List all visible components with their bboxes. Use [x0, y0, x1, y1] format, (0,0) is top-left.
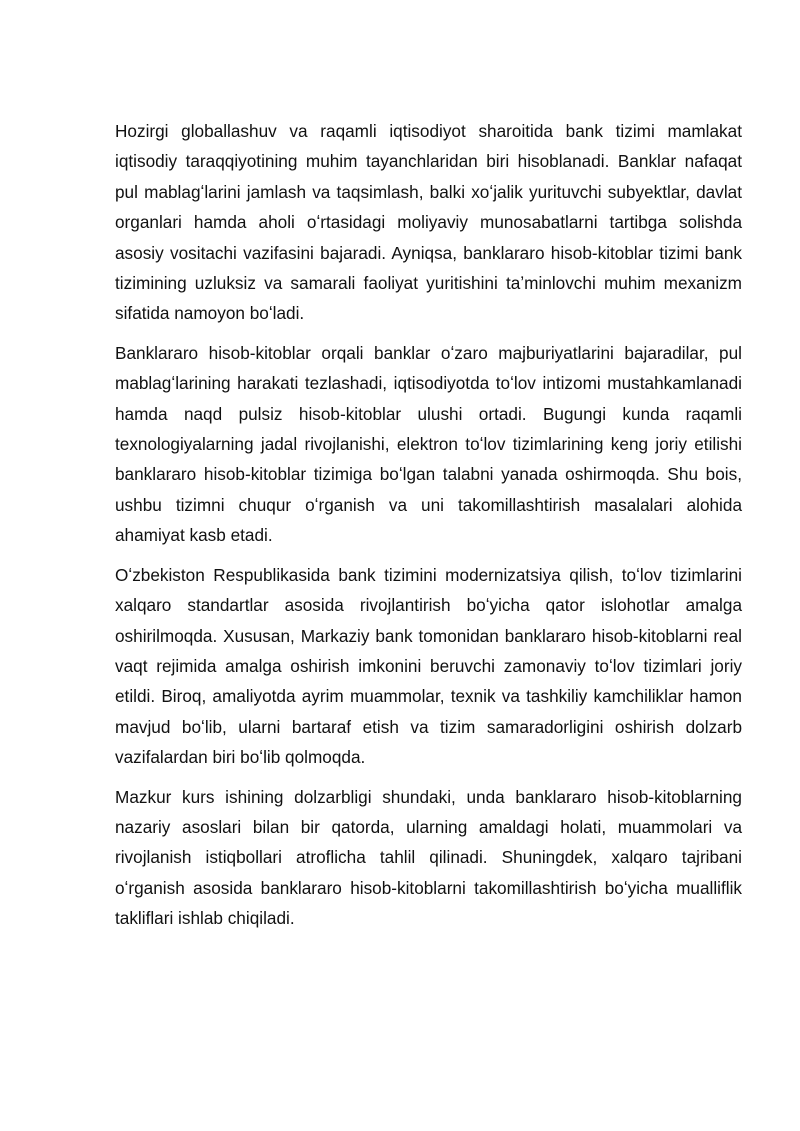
paragraph-4: Mazkur kurs ishining dolzarbligi shundaki, unda banklararo hisob-kitoblarning nazariy asoslari bilan bir qatorda, ularning amaldagi holati, muammolari va rivojlanish istiqbollari atroflicha tahlil qilinadi. Shuningdek, xalqaro tajribani oʻrganish asosida banklararo hisob-kitoblarni takomillashtirish boʻyicha mualliflik takliflari ishlab chiqiladi. — [115, 786, 742, 929]
paragraph-3: Oʻzbekiston Respublikasida bank tizimini modernizatsiya qilish, toʻlov tizimlarini xalqaro standartlar asosida rivojlantirish boʻyicha qator islohotlar amalga oshirilmoqda. Xususan, Markaziy bank tomonidan banklararo hisob-kitoblarni real vaqt rejimida amalga oshirish imkonini beruvchi zamonaviy toʻlov tizimlari joriy etildi. Biroq, amaliyotda ayrim muammolar, texnik va tashkiliy kamchiliklar hamon mavjud boʻlib, ularni bartaraf etish va tizim samaradorligini oshirish dolzarb vazifalardan biri boʻlib qolmoqda. — [115, 564, 742, 768]
document-body — [115, 116, 742, 943]
paragraph-2: Banklararo hisob-kitoblar orqali banklar oʻzaro majburiyatlarini bajaradilar, pul mablagʻlarining harakati tezlashadi, iqtisodiyotda toʻlov intizomi mustahkamlanadi hamda naqd pulsiz hisob-kitoblar ulushi ortadi. Bugungi kunda raqamli texnologiyalarning jadal rivojlanishi, elektron toʻlov tizimlarining keng joriy etilishi banklararo hisob-kitoblar tizimiga boʻlgan talabni yanada oshirmoqda. Shu bois, ushbu tizimni chuqur oʻrganish va uni takomillashtirish masalalari alohida ahamiyat kasb etadi. — [115, 342, 742, 546]
paragraph-1: Hozirgi globallashuv va raqamli iqtisodiyot sharoitida bank tizimi mamlakat iqtisodiy taraqqiyotining muhim tayanchlaridan biri hisoblanadi. Banklar nafaqat pul mablagʻlarini jamlash va taqsimlash, balki xoʻjalik yurituvchi subyektlar, davlat organlari hamda aholi oʻrtasidagi moliyaviy munosabatlarni tartibga solishda asosiy vositachi vazifasini bajaradi. Ayniqsa, banklararo hisob-kitoblar tizimi bank tizimining uzluksiz va samarali faoliyat yuritishini taʼminlovchi muhim mexanizm sifatida namoyon boʻladi. — [115, 121, 742, 324]
